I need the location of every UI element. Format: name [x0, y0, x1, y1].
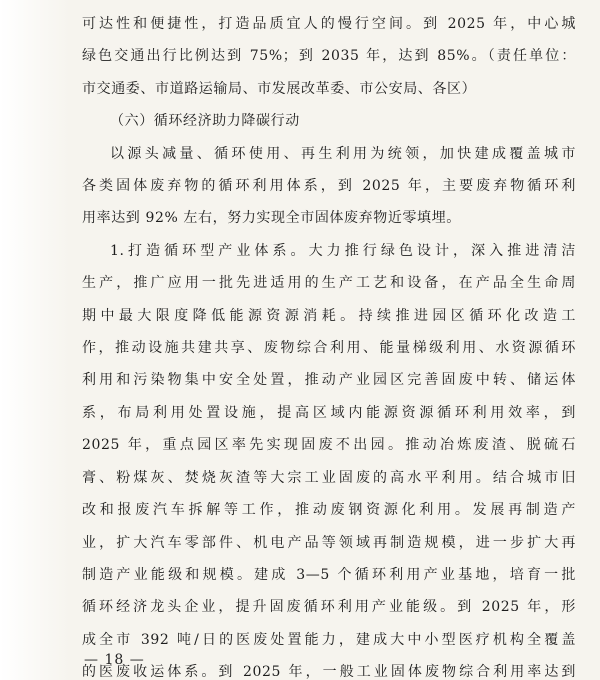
text-line: 膏、粉煤灰、焚烧灰渣等大宗工业固废的高水平利用。结合城市旧: [82, 469, 576, 486]
page-number: — 18 —: [84, 651, 145, 668]
paragraph-traffic: [82, 8, 576, 105]
text-line: 1.打造循环型产业体系。大力推行绿色设计，深入推进清洁: [110, 242, 576, 259]
text-line: 用率达到 92% 左右，努力实现全市固体废弃物近零填埋。: [82, 210, 461, 227]
text-line: 系，布局利用处置设施，提高区域内能源资源循环利用效率，到: [82, 404, 576, 421]
text-line: 2025 年，重点园区率先实现固废不出园。推动冶炼废渣、脱硫石: [82, 437, 576, 454]
text-line: 循环经济龙头企业，提升固废循环利用产业能级。到 2025 年，形: [82, 599, 576, 616]
text-line: 改和报废汽车拆解等工作，推动废钢资源化利用。发展再制造产: [82, 502, 576, 519]
text-line: 业，扩大汽车零部件、机电产品等领域再制造规模，进一步扩大再: [82, 534, 576, 551]
text-line: 成全市 392 吨/日的医废处置能力，建成大中小型医疗机构全覆盖: [82, 631, 576, 648]
text-line: 制造产业能级和规模。建成 3—5 个循环利用产业基地，培育一批: [82, 566, 576, 583]
text-line: 绿色交通出行比例达到 75%；到 2035 年，达到 85%。（责任单位：: [82, 48, 576, 65]
text-line: 作，推动设施共建共享、废物综合利用、能量梯级利用、水资源循环: [82, 340, 576, 357]
text-line: 可达性和便捷性，打造品质宜人的慢行空间。到 2025 年，中心城: [82, 16, 576, 32]
text-line: 以源头减量、循环使用、再生利用为统领，加快建成覆盖城市: [110, 145, 576, 162]
text-line: 各类固体废弃物的循环利用体系，到 2025 年，主要废弃物循环利: [82, 178, 576, 195]
paragraph-item-1: [82, 235, 576, 680]
text-line: 生产，推广应用一批先进适用的生产工艺和设备，在产品全生命周: [82, 275, 576, 292]
text-line: 期中最大限度降低能源资源消耗。持续推进园区循环化改造工: [82, 307, 576, 324]
text-line: 利用和污染物集中安全处置，推动产业园区完善固废中转、储运体: [82, 372, 576, 389]
paragraph-intro: [82, 138, 576, 235]
section-heading: （六）循环经济助力降碳行动: [110, 113, 300, 130]
text-line: 市交通委、市道路运输局、市发展改革委、市公安局、各区）: [82, 80, 477, 97]
text-line: 的医废收运体系。到 2025 年，一般工业固体废物综合利用率达到: [82, 664, 576, 680]
